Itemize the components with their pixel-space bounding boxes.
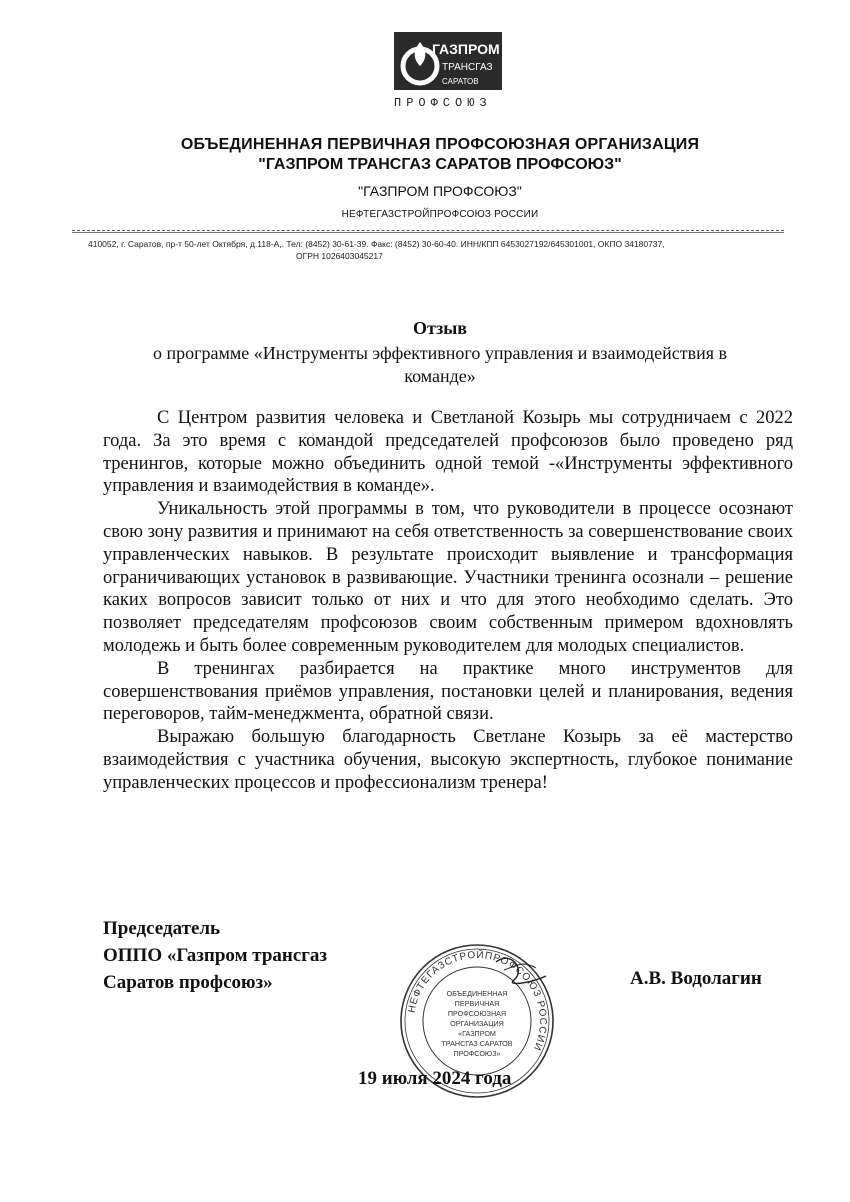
document-subtitle: о программе «Инструменты эффективного управления и взаимодействия в команде» [152, 343, 728, 386]
signer-title-line2: ОППО «Газпром трансгаз [103, 945, 328, 966]
logo-brand: ГАЗПРОМ [432, 41, 500, 57]
document-title: Отзыв [412, 318, 468, 338]
logo-graphic [392, 30, 512, 110]
org-address [88, 238, 788, 262]
document-body [103, 407, 793, 795]
document-date: 19 июля 2024 года [358, 1068, 512, 1089]
signer-title-line1: Председатель [103, 918, 221, 939]
stamp-ring-textpath: НЕФТЕГАЗСТРОЙПРОФСОЮЗ РОССИИ [406, 949, 549, 1053]
stamp-center-line4: ОРГАНИЗАЦИЯ [450, 1019, 504, 1028]
header-divider-solid [72, 232, 784, 233]
org-name-line1: ОБЪЕДИНЕННАЯ ПЕРВИЧНАЯ ПРОФСОЮЗНАЯ ОРГАНИЗАЦИЯ [180, 136, 700, 153]
stamp-center-line3: ПРОФСОЮЗНАЯ [447, 1009, 507, 1018]
signer-name: А.В. Водолагин [630, 968, 762, 989]
org-short-name: "ГАЗПРОМ ПРОФСОЮЗ" [358, 183, 522, 199]
body-paragraph: В тренингах разбирается на практике много инструментов для совершенствования приёмов управления, постановки целей и планирования, ведения переговоров, тайм-менеджмента, обратной связи. [103, 658, 793, 725]
stamp-center-line7: ПРОФСОЮЗ» [453, 1049, 501, 1058]
signer-title [103, 915, 403, 996]
stamp-center-line6: ТРАНСГАЗ САРАТОВ [441, 1039, 513, 1048]
header-divider [72, 230, 784, 231]
org-name-line2: "ГАЗПРОМ ТРАНСГАЗ САРАТОВ ПРОФСОЮЗ" [258, 156, 622, 173]
address-line2: ОГРН 1026403045217 [296, 251, 383, 261]
logo-line2: ТРАНСГАЗ [442, 62, 493, 73]
org-parent-union: НЕФТЕГАЗСТРОЙПРОФСОЮЗ РОССИИ [341, 209, 539, 220]
body-paragraph: С Центром развития человека и Светланой Козырь мы сотрудничаем с 2022 года. За это время с командой председателей профсоюзов было проведено ряд тренингов, которые можно объединить одной темой -«Инструменты эффективного управления и взаимодействия в команде». [103, 408, 793, 497]
stamp-center-line5: «ГАЗПРОМ [458, 1029, 496, 1038]
body-paragraph: Уникальность этой программы в том, что руководители в процессе осознают свою зону развития и принимают на себя ответственность за совершенствование своих управленческих навыков. В результате происходит выявление и трансформация ограничивающих установок в развивающие. Участники тренинга осознали – решение каких вопросов зависит только от них и что для этого необходимо сделать. Это позволяет председателям профсоюзов своим собственным примером вдохновлять молодежь и быть более современным руководителем для молодых специалистов. [103, 499, 793, 656]
gazprom-profsoyuz-logo [392, 30, 512, 110]
address-line1: 410052, г. Саратов, пр-т 50-лет Октября, д.118-А,. Тел: (8452) 30-61-39. Факс: (8452) 30-60-40. ИНН/КПП 6453027192/645301001, ОКПО 34180737, [88, 239, 665, 249]
logo-bottom-text: ПРОФСОЮЗ [394, 96, 492, 110]
body-paragraph: Выражаю большую благодарность Светлане Козырь за её мастерство взаимодействия с участника обучения, высокую экспертность, глубокое понимание управленческих процессов и профессионализм тренера! [103, 727, 793, 793]
logo-line3: САРАТОВ [442, 77, 479, 86]
signer-title-line3: Саратов профсоюз» [103, 972, 273, 993]
stamp-center-line2: ПЕРВИЧНАЯ [454, 999, 500, 1008]
stamp-center-line1: ОБЪЕДИНЕННАЯ [446, 989, 508, 998]
